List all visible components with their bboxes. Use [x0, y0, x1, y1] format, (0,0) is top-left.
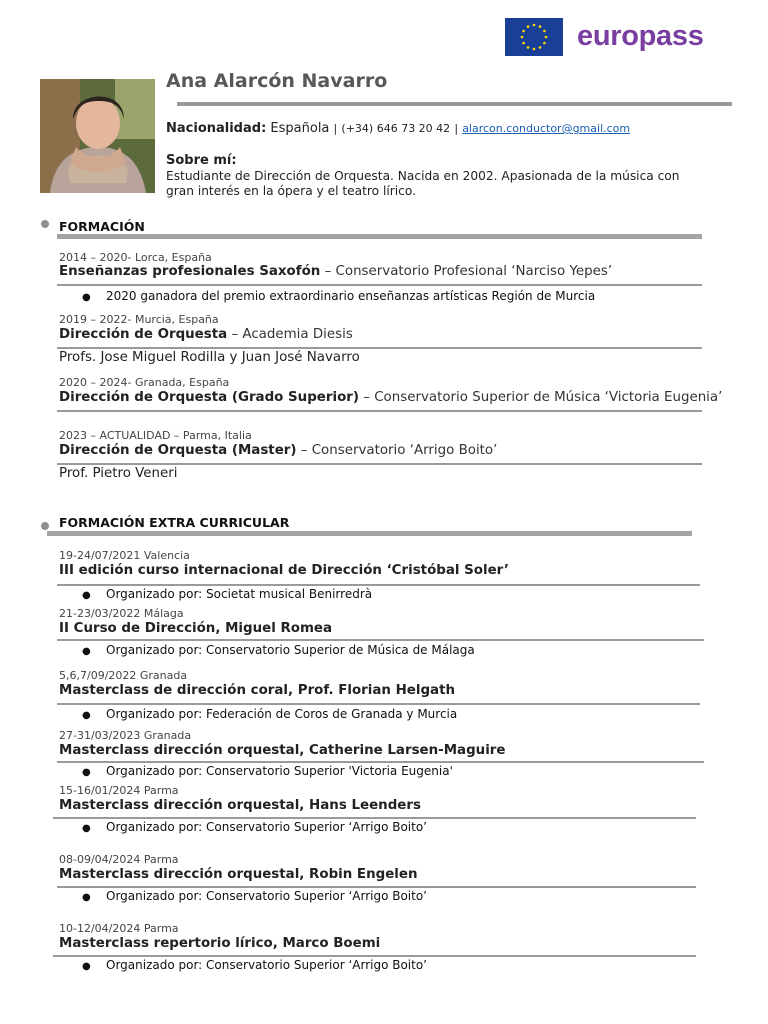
entry-title-main: Dirección de Orquesta (Grado Superior) [59, 390, 359, 405]
entry-title [59, 563, 509, 578]
entry-divider [57, 584, 700, 586]
entry-institution: – Conservatorio ‘Arrigo Boito’ [296, 443, 498, 458]
entry-title-main: II Curso de Dirección, Miguel Romea [59, 621, 333, 636]
entry-note: Prof. Pietro Veneri [59, 466, 178, 481]
entry-date: 27-31/03/2023 Granada [59, 729, 192, 742]
contact-line [166, 121, 630, 136]
bullet-text: Organizado por: Federación de Coros de Granada y Murcia [106, 707, 458, 721]
entry-title-main: Enseñanzas profesionales Saxofón [59, 264, 321, 279]
entry-institution: – Conservatorio Superior de Música ‘Victoria Eugenia’ [359, 390, 723, 405]
bullet-icon: ● [82, 961, 91, 972]
europass-logo-text: europass [577, 20, 704, 52]
separator: | [333, 122, 338, 135]
entry-title-main: III edición curso internacional de Dirección ‘Cristóbal Soler’ [59, 563, 509, 578]
entry-note: Profs. Jose Miguel Rodilla y Juan José Navarro [59, 350, 360, 365]
entry-bullet [82, 289, 595, 303]
entry-title-main: Dirección de Orquesta [59, 327, 228, 342]
entry-title [59, 443, 497, 458]
entry-date: 2014 – 2020- Lorca, España [59, 251, 212, 264]
entry-title-main: Masterclass dirección orquestal, Catherine Larsen-Maguire [59, 743, 506, 758]
phone-number: (+34) 646 73 20 42 [341, 122, 451, 135]
entry-divider [57, 886, 696, 888]
entry-bullet [82, 958, 427, 972]
entry-bullet [82, 889, 427, 903]
bullet-text: Organizado por: Conservatorio Superior ‘Arrigo Boito’ [106, 958, 427, 972]
section-bullet [41, 522, 49, 530]
entry-title [59, 683, 455, 698]
entry-divider [57, 347, 702, 349]
person-name: Ana Alarcón Navarro [166, 70, 388, 92]
nationality-value: Española [270, 121, 330, 136]
name-divider [177, 102, 732, 106]
entry-divider [57, 284, 702, 286]
eu-flag-logo [505, 18, 563, 56]
bullet-icon: ● [82, 710, 91, 721]
entry-title [59, 936, 380, 951]
entry-title [59, 867, 418, 882]
nationality-label: Nacionalidad: [166, 121, 267, 136]
bullet-text: Organizado por: Conservatorio Superior ‘Arrigo Boito’ [106, 820, 427, 834]
entry-title-main: Masterclass repertorio lírico, Marco Boemi [59, 936, 381, 951]
about-heading: Sobre mí: [166, 153, 237, 168]
entry-title-main: Masterclass dirección orquestal, Hans Leenders [59, 798, 421, 813]
section-divider [57, 234, 702, 239]
entry-date: 2020 – 2024- Granada, España [59, 376, 230, 389]
bullet-text: Organizado por: Conservatorio Superior de Música de Málaga [106, 643, 475, 657]
section-bullet [41, 220, 49, 228]
entry-divider [57, 703, 700, 705]
entry-bullet [82, 643, 475, 657]
entry-divider [53, 955, 696, 957]
entry-title-main: Masterclass dirección orquestal, Robin Engelen [59, 867, 418, 882]
section-divider [47, 531, 692, 536]
bullet-icon: ● [82, 590, 91, 601]
bullet-icon: ● [82, 823, 91, 834]
entry-divider [57, 463, 702, 465]
entry-title [59, 743, 505, 758]
entry-date: 15-16/01/2024 Parma [59, 784, 179, 797]
entry-title [59, 798, 421, 813]
bullet-icon: ● [82, 292, 91, 303]
bullet-text: Organizado por: Societat musical Benirredrà [106, 587, 373, 601]
entry-bullet [82, 707, 457, 721]
entry-bullet [82, 587, 372, 601]
entry-bullet [82, 764, 453, 778]
bullet-text: Organizado por: Conservatorio Superior 'Victoria Eugenia' [106, 764, 453, 778]
entry-title-main: Dirección de Orquesta (Master) [59, 443, 297, 458]
entry-bullet [82, 820, 427, 834]
entry-date: 21-23/03/2022 Málaga [59, 607, 184, 620]
entry-institution: – Conservatorio Profesional ‘Narciso Yepes’ [320, 264, 613, 279]
entry-divider [57, 410, 702, 412]
entry-title [59, 621, 332, 636]
entry-date: 10-12/04/2024 Parma [59, 922, 179, 935]
entry-title-main: Masterclass de dirección coral, Prof. Florian Helgath [59, 683, 456, 698]
section-title-formacion: FORMACIÓN [59, 219, 145, 234]
entry-institution: – Academia Diesis [227, 327, 353, 342]
entry-date: 08-09/04/2024 Parma [59, 853, 179, 866]
entry-title [59, 264, 612, 279]
entry-date: 5,6,7/09/2022 Granada [59, 669, 188, 682]
bullet-icon: ● [82, 646, 91, 657]
about-text: Estudiante de Dirección de Orquesta. Nacida en 2002. Apasionada de la música con gran interés en la ópera y el teatro lírico. [166, 169, 680, 198]
entry-divider [53, 817, 696, 819]
separator: | [454, 122, 459, 135]
entry-title [59, 327, 353, 342]
entry-divider [57, 761, 704, 763]
entry-date: 2019 – 2022- Murcia, España [59, 313, 219, 326]
bullet-icon: ● [82, 892, 91, 903]
entry-date: 2023 – ACTUALIDAD – Parma, Italia [59, 429, 252, 442]
bullet-text: 2020 ganadora del premio extraordinario enseñanzas artísticas Región de Murcia [106, 289, 596, 303]
entry-title [59, 390, 722, 405]
bullet-icon: ● [82, 767, 91, 778]
email-link[interactable]: alarcon.conductor@gmail.com [462, 122, 631, 135]
section-title-extra: FORMACIÓN EXTRA CURRICULAR [59, 515, 290, 530]
profile-photo [40, 79, 155, 193]
bullet-text: Organizado por: Conservatorio Superior ‘Arrigo Boito’ [106, 889, 427, 903]
entry-divider [57, 639, 704, 641]
entry-date: 19-24/07/2021 Valencia [59, 549, 190, 562]
